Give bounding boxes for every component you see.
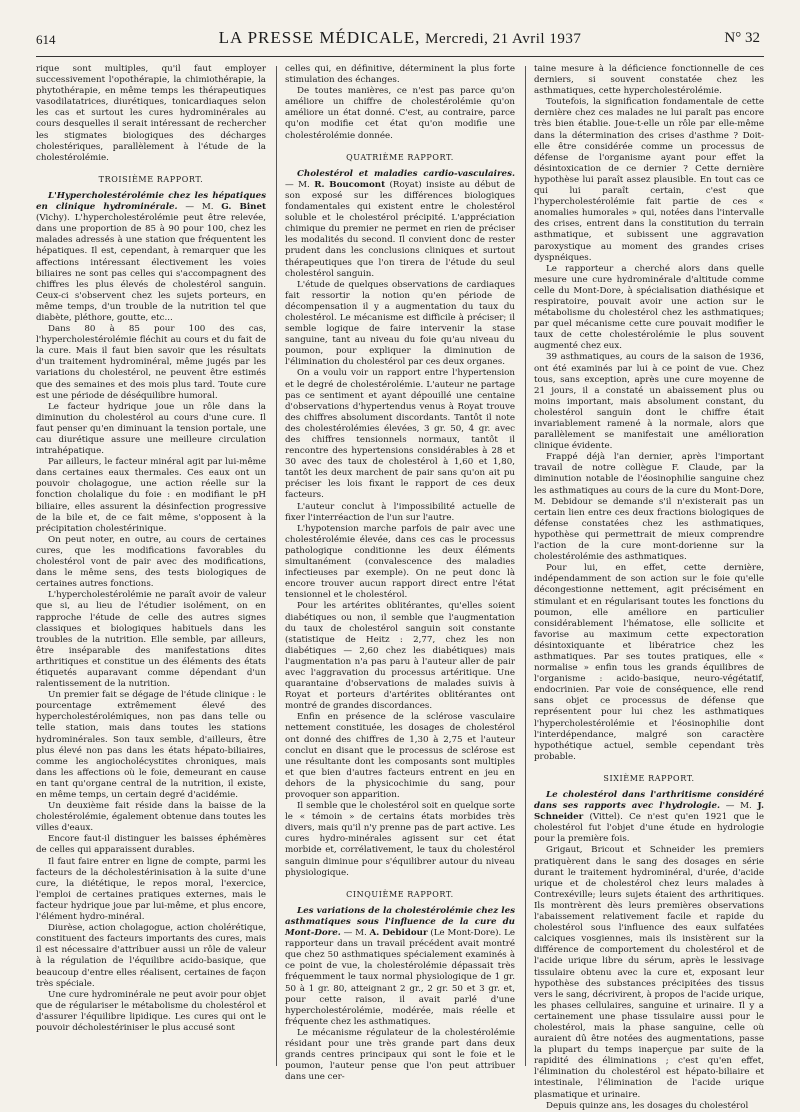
paragraph: Il semble que le cholestérol soit en quelque sorte le « témoin » de certains états morbides très divers, mais qu'il n'y prenne pas de part active. Les cures hydro-minérales agissent sur cet état morbide et, corrélativement, le taux du cholestérol sanguin diminue pour s'équilibrer autour du niveau physiologique. — [285, 801, 515, 878]
article-columns — [36, 64, 765, 1111]
paragraph: Il faut faire entrer en ligne de compte, parmi les facteurs de la décholestérinisation à la suite d'une cure, la diététique, le repos moral, l'exercice, l'emploi de certaines pratiques externes, mais le facteur hydrique joue par lui-même, et plus encore, l'élément hydro-minéral. — [36, 856, 266, 923]
paragraph: Enfin en présence de la sclérose vasculaire nettement constituée, les dosages de cholestérol ont donné des chiffres de 1,30 à 2,75 et l'auteur conclut en disant que le processus de sclérose est une résultante dont les composants sont multiples et que bien d'autres facteurs entrent en jeu en dehors de la physicochimie du sang, pour provoquer son apparition. — [285, 712, 515, 800]
author-prefix: — M. — [340, 928, 370, 939]
article-title: Les variations de la cholestérolémie chez les asthmatiques sous l'influence de la cure du Mont-Dore. — [285, 905, 515, 939]
paragraph: Ce n'est qu'en 1921 que le cholestérol fut l'objet d'une étude en hydrologie pour la première fois. — [534, 812, 765, 845]
article-title: Le cholestérol dans l'arthritisme considéré dans ses rapports avec l'hydrologie. — [534, 790, 764, 812]
article-title: Cholestérol et maladies cardio-vasculaires. — [297, 168, 515, 179]
section-label: TROISIÈME RAPPORT. — [98, 174, 204, 184]
author-location: (Le Mont-Dore). — [427, 928, 502, 939]
author-name: R. Boucomont — [314, 179, 386, 190]
author-name: J. Schneider — [534, 801, 764, 823]
paragraph: L'hypercholestérolémie peut être relevée, dans une proportion de 85 à 90 pour 100, chez les malades adressés à une station que fréquentent les hépatiques. Il est, cependant, à remarquer que les affections intéressant électivement les voies biliaires ne sont pas celles qui s'accompagnent des chiffres les plus élevés de cholestérol sanguin. Ceux-ci s'observent chez les sujets porteurs, en même temps, d'un trouble de la nutrition tel que diabète, pléthore, goutte, etc... — [36, 213, 266, 323]
paragraph: Le mécanisme régulateur de la cholestérolémie résidant pour une très grande part dans deux grands centres principaux qui sont le foie et le poumon, l'auteur pense que l'on peut attribuer dans une cer- — [285, 1027, 515, 1083]
paragraph: Pour lui, en effet, cette dernière, indépendamment de son action sur le foie qu'elle décongestionne nettement, agit précisément en stimulant et en régularisant toutes les fonctions du poumon, elle améliore en particulier considérablement l'hématose, elle sollicite et favorise au maximum cette expectoration désintoxiquante et libératrice chez les asthmatiques. Par ses toutes pratiques, elle « normalise » enfin tous les grands équilibres de l'organisme : acido-basique, neuro-végétatif, endocrinien. Par voie de conséquence, elle rend sans objet ce processus de défense que représentent pour lui chez les asthmatiques l'hypercholestérolémie et l'éosinophilie dont l'interdépendance, malgré son caractère hypothétique actuel, semble cependant très probable. — [534, 563, 764, 762]
issue-date: Mercredi, 21 Avril 1937 — [425, 31, 582, 47]
column-divider — [525, 66, 526, 1066]
author-location: (Vichy). — [36, 213, 70, 224]
paragraph: Frappé déjà l'an dernier, après l'important travail de notre collègue F. Claude, par la diminution notable de l'éosinophilie sanguine chez les asthmatiques au cours de la cure du Mont-Dore, M. Debidour se demande s'il n'existerait pas un certain lien entre ces deux fractions biologiques de défense constatées chez les asthmatiques, hypothèse qui permettrait de mieux comprendre l'action de la cure mont-dorienne sur la cholestérolémie des asthmatiques. — [534, 452, 764, 563]
section-label: QUATRIÈME RAPPORT. — [346, 152, 454, 162]
paragraph: Diurèse, action cholagogue, action cholérétique, constituent des facteurs importants des cures, mais il est nécessaire d'attribuer aussi un rôle de valeur à la régulation de l'équilibre acido-basique, que beaucoup d'entre elles réalisent, certaines de façon très spéciale. — [36, 923, 266, 989]
paragraph: L'étude de quelques observations de cardiaques fait ressortir la notion qu'en période de décompensation il y a augmentation du taux du cholestérol. Le mécanisme est difficile à préciser; il semble logique de faire intervenir la stase sanguine, tant au niveau du foie qu'au niveau du poumon, pour expliquer la diminution de l'élimination du cholestérol par ces deux organes. — [285, 279, 515, 368]
author-name: G. Binet — [221, 202, 266, 213]
author-prefix: — M. — [285, 179, 315, 190]
column-divider — [276, 66, 277, 1066]
column-3 — [534, 64, 765, 1111]
paragraph: Par ailleurs, le facteur minéral agit par lui-même dans certaines eaux thermales. Ces eaux ont un pouvoir cholagogue, une action réelle sur la fonction cholalique du foie : en modifiant le pH biliaire, elles assurent la désinfection progressive de la bile et, de ce fait même, s'opposent à la précipitation cholestérinique. — [36, 457, 266, 534]
paragraph: Dans 80 à 85 pour 100 des cas, l'hypercholestérolémie fléchit au cours et du fait de la cure. Mais il faut bien savoir que les résultats d'un traitement hydrominéral, même jugés par les variations du cholestérol, ne peuvent être estimés que des semaines et des mois plus tard. Toute cure est une période de déséquilibre humoral. — [36, 324, 266, 401]
article-heading — [36, 191, 266, 324]
article-heading — [285, 906, 515, 1028]
author-name: A. Debidour — [369, 928, 428, 939]
paragraph: L'hypercholestérolémie ne paraît avoir de valeur que si, au lieu de l'étudier isolément, on en rapproche l'étude de celle des autres signes classiques et biologiques habituels dans les troubles de la nutrition. Elle semble, par ailleurs, être inséparable des manifestations dites arthritiques et constitue un des éléments des états étiquetés auparavant comme dépendant d'un ralentissement de la nutrition. — [36, 590, 266, 690]
page-header — [30, 28, 770, 54]
paragraph: Encore faut-il distinguer les baisses éphémères de celles qui apparaissent durables. — [36, 834, 266, 856]
paragraph: Un deuxième fait réside dans la baisse de la cholestérolémie, également obtenue dans toutes les villes d'eaux. — [36, 801, 266, 834]
paragraph: 39 asthmatiques, au cours de la saison de 1936, ont été examinés par lui à ce point de vue. Chez tous, sans exception, après une cure moyenne de 21 jours, il a constaté un abaissement plus ou moins important, mais absolument constant, du cholestérol sanguin dont le chiffre était invariablement ramené à la normale, alors que parallèlement se manifestait une amélioration clinique évidente. — [534, 352, 764, 452]
author-prefix: — M. — [177, 202, 222, 213]
paragraph: Le rapporteur a cherché alors dans quelle mesure une cure hydrominérale d'altitude comme celle du Mont-Dore, à spécialisation diathésique et respiratoire, pouvait avoir une action sur le métabolisme du cholestérol chez les asthmatiques; par quel mécanisme cette cure pouvait modifier le taux de cette cholestérolémie le plus souvent augmenté chez eux. — [534, 263, 764, 352]
paragraph: Le rapporteur dans un travail précédent avait montré que chez 50 asthmatiques spécialement examinés à ce point de vue, la cholestérolémie dépassait très fréquemment le taux normal physiologique de 1 gr. 50 à 1 gr. 80, atteignant 2 gr., 2 gr. 50 et 3 gr. et, pour cette raison, il avait parlé d'une hypercholestérolémie, modérée, mais réelle et fréquente chez les asthmatiques. — [285, 928, 515, 1027]
paragraph: Le facteur hydrique joue un rôle dans la diminution du cholestérol au cours d'une cure. Il faut penser qu'en diminuant la tension portale, une cau diurétique assure une meilleure circulation intrahépatique. — [36, 401, 266, 457]
column-1 — [36, 64, 266, 1074]
section-label: CINQUIÈME RAPPORT. — [346, 889, 454, 899]
author-location: (Royat) — [385, 179, 422, 190]
paragraph: On peut noter, en outre, au cours de certaines cures, que les modifications favorables du cholestérol vont de pair avec des modifications, dans le même sens, des tests biologiques de certaines autres fonctions. — [36, 534, 266, 590]
header-rule — [36, 56, 764, 57]
page-number: 614 — [36, 32, 56, 47]
article-heading — [534, 790, 764, 845]
paragraph: L'auteur conclut à l'impossibilité actuelle de fixer l'interréaction de l'un sur l'autre. — [285, 501, 515, 523]
paragraph: celles qui, en définitive, déterminent la plus forte stimulation des échanges. — [285, 64, 515, 86]
paragraph: On a voulu voir un rapport entre l'hypertension et le degré de cholestérolémie. L'auteur ne partage pas ce sentiment et ayant dépouillé une centaine d'observations d'hypertendus venus à Royat trouve des chiffres absolument discordants. Tantôt il note des cholestérolémies élevées, 3 gr. 50, 4 gr. avec des chiffres tensionnels normaux, tantôt il rencontre des hypertensions considérables à 28 et 30 avec des taux de cholestérol à 1,60 et 1,80, tantôt les deux marchent de pair sans qu'on ait pu préciser les lois fixant le rapport de ces deux facteurs. — [285, 368, 515, 501]
paragraph: Pour les artérites oblitérantes, qu'elles soient diabétiques ou non, il semble que l'augmentation du taux de cholestérol sanguin soit constante (statistique de Heitz : 2,77, chez les non diabétiques — 2,60 chez les diabétiques) mais l'augmentation n'a pas paru à l'auteur aller de pair avec l'aggravation du processus artéritique. Une quarantaine d'observations de malades suivis à Royat et porteurs d'artérites oblitérantes ont montré de grandes discordances. — [285, 601, 515, 712]
paragraph: Grigaut, Bricout et Schneider les premiers pratiquèrent dans le sang des dosages en série durant le traitement hydrominéral, d'urée, d'acide urique et de cholestérol chez leurs malades à Contrexéville; leurs sujets étaient des arthritiques. Ils montrèrent dès leurs premières observations l'abaissement relativement facile et rapide du cholestérol sous l'influence des eaux sulfatées calciques vosgiennes, mais ils insistèrent sur la différence de comportement du cholestérol et de l'acide urique libre du sérum, après le lessivage tissulaire obtenu avec la cure et, exposant leur hypothèse des substances précipitées des tissus vers le sang, décrivirent, à propos de l'acide urique, les phases cellulaires, sanguine et urinaire. Il y a certainement une phase tissulaire aussi pour le cholestérol, mais la phase sanguine, celle où auraient dû être notées des augmentations, passe la plupart du temps inaperçue par suite de la rapidité des éliminations ; c'est qu'en effet, l'élimination du cholestérol est hépato-biliaire et intestinale, l'élimination de l'acide urique plasmatique et urinaire. — [534, 845, 764, 1100]
paragraph: L'hypotension marche parfois de pair avec une cholestérolémie élevée, dans ces cas le processus pathologique conditionne les deux éléments simultanément (convalescence des maladies infectieuses par exemple). On ne peut donc là encore trouver aucun rapport direct entre l'état tensionnel et le cholestérol. — [285, 523, 515, 601]
paragraph: taine mesure à la déficience fonctionnelle de ces derniers, si souvent constatée chez les asthmatiques, cette hypercholestérolémie. — [534, 64, 764, 97]
paragraph: insiste au début de son exposé sur les différences biologiques fondamentales qui existent entre le cholestérol soluble et le cholestérol précipité. L'appréciation chimique du premier ne permet en rien de préciser les modalités du second. Il convient donc de rester prudent dans les conclusions cliniques et surtout thérapeutiques que l'on tirera de l'étude du seul cholestérol sanguin. — [285, 179, 516, 279]
publication-name: LA PRESSE MÉDICALE, — [218, 28, 421, 47]
paragraph: De toutes manières, ce n'est pas parce qu'on améliore un chiffre de cholestérolémie qu'on améliore un état donné. C'est, au contraire, parce qu'on modifie cet état qu'on modifie une cholestérolémie donnée. — [285, 86, 515, 141]
paragraph: Toutefois, la signification fondamentale de cette dernière chez ces malades ne lui paraît pas encore très bien établie. Joue-t-elle un rôle par elle-même dans la détermination des crises d'asthme ? Doit-elle être considérée comme un processus de défense de l'organisme ayant pour effet la désintoxication de ce dernier ? Cette dernière hypothèse lui paraît assez plausible. En tout cas ce qui lui paraît certain, c'est que l'hypercholestérolémie fait partie de ces « anomalies humorales » qui, notées dans l'intervalle des crises, entrent dans la constitution du terrain asthmatique, et subissent une aggravation paroxystique au moment des grandes crises dyspnéiques. — [534, 97, 764, 263]
author-prefix: — M. — [720, 801, 758, 812]
article-title: L'Hypercholestérolémie chez les hépatiques en clinique hydrominérale. — [36, 190, 266, 213]
masthead — [30, 28, 770, 48]
author-location: (Vittel). — [583, 812, 623, 823]
section-label: SIXIÈME RAPPORT. — [603, 773, 695, 783]
article-heading — [285, 169, 515, 280]
paragraph: Depuis quinze ans, les dosages du cholestérol — [546, 1100, 749, 1111]
issue-number: N° 32 — [724, 30, 760, 46]
paragraph: rique sont multiples, qu'il faut employer successivement l'opothérapie, la chimiothérapie, la phytothérapie, en même temps les thérapeutiques vasodilatatrices, diurétiques, tonicardiaques selon les cas et surtout les cures hydrominérales au cours desquelles il serait intéressant de rechercher les stigmates biologiques des décharges cholestériques, parallèlement à l'étude de la cholestérolémie. — [36, 64, 266, 163]
column-2 — [285, 64, 516, 1083]
paragraph: Un premier fait se dégage de l'étude clinique : le pourcentage extrêmement élevé des hypercholestérolémiques, non pas dans telle ou telle station, mais dans toutes les stations hydrominérales. Son taux semble, d'ailleurs, être plus élevé non pas dans les états hépato-biliaires, comme les angiocholécystites chroniques, mais dans les affections où le foie, demeurant en cause en tant qu'organe central de la nutrition, il existe, en même temps, un certain degré d'acidémie. — [36, 690, 266, 800]
paragraph: Une cure hydrominérale ne peut avoir pour objet que de régulariser le métabolisme du cholestérol et d'assurer l'équilibre lipidique. Les cures qui ont le pouvoir décholestériniser le plus accusé sont — [36, 989, 266, 1033]
